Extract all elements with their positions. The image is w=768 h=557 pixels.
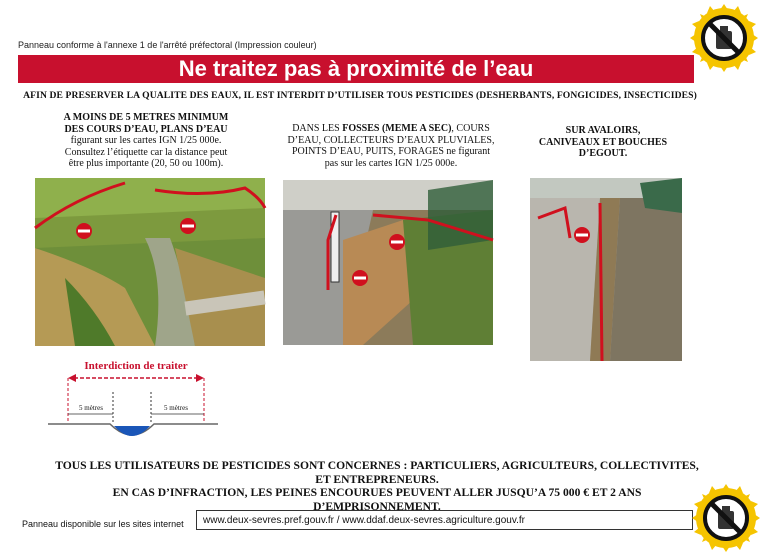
footer-line4: D’EMPRISONNEMENT.: [313, 499, 441, 513]
right-line3: D’EGOUT.: [578, 148, 628, 159]
main-title-banner: Ne traitez pas à proximité de l’eau: [18, 55, 694, 83]
middle-line1-plain: DANS LES: [292, 123, 343, 134]
middle-line3: POINTS D’EAU, PUITS, FORAGES ne figurant: [291, 146, 491, 157]
right-line1: SUR AVALOIRS,: [565, 125, 641, 136]
middle-line1: [276, 123, 506, 135]
footer-line1: TOUS LES UTILISATEURS DE PESTICIDES SONT CONCERNES : PARTICULIERS, AGRICULTEURS, COLLECTIVITES,: [55, 459, 699, 472]
stream-photo: [35, 178, 265, 346]
middle-line1-end: , COURS: [451, 123, 490, 134]
no-entry-icon: [389, 234, 405, 250]
left-column-text: [30, 112, 262, 170]
conformity-note: Panneau conforme à l'annexe 1 de l'arrêté préfectoral (Impression couleur): [18, 40, 317, 50]
gutter-photo: [530, 178, 682, 361]
footer-line2: ET ENTREPRENEURS.: [315, 472, 439, 486]
footer-line3: EN CAS D’INFRACTION, LES PEINES ENCOURUES PEUVENT ALLER JUSQU’A 75 000 € ET 2 ANS: [112, 486, 642, 499]
pesticide-ban-subtitle: AFIN DE PRESERVER LA QUALITE DES EAUX, IL EST INTERDIT D’UTILISER TOUS PESTICIDES (DESHERBANTS, FONGICIDES, INSECTICIDES): [23, 90, 697, 101]
left-heading-line2: DES COURS D’EAU, PLANS D’EAU: [64, 123, 228, 135]
no-pesticide-badge-icon: [690, 4, 758, 72]
left-distance-label: 5 mètres: [79, 404, 103, 412]
right-column-text: [528, 125, 678, 160]
panneau-label: Panneau disponible sur les sites internet: [22, 519, 184, 529]
left-line4: Consultez l’étiquette car la distance peut: [64, 146, 228, 158]
no-entry-icon: [574, 227, 590, 243]
middle-line1-bold: FOSSES (MEME A SEC): [342, 123, 452, 134]
diagram-title: Interdiction de traiter: [84, 360, 188, 372]
middle-line4: pas sur les cartes IGN 1/25 000e.: [324, 157, 458, 169]
website-urls[interactable]: www.deux-sevres.pref.gouv.fr / www.ddaf.deux-sevres.agriculture.gouv.fr: [196, 510, 693, 530]
left-heading-line1: A MOINS DE 5 METRES MINIMUM: [63, 112, 229, 123]
left-line3: figurant sur les cartes IGN 1/25 000e.: [70, 135, 222, 146]
no-entry-icon: [76, 223, 92, 239]
no-pesticide-badge-bottom-icon: [692, 484, 760, 552]
no-entry-icon: [352, 270, 368, 286]
right-distance-label: 5 mètres: [164, 404, 188, 412]
middle-line2: D’EAU, COLLECTEURS D’EAUX PLUVIALES,: [287, 134, 495, 146]
left-line5: être plus importante (20, 50 ou 100m).: [68, 158, 224, 169]
ditch-photo: [283, 180, 493, 345]
right-line2: CANIVEAUX ET BOUCHES: [538, 136, 668, 148]
middle-column-text: [276, 123, 506, 169]
footer-warning: [18, 459, 736, 513]
no-entry-icon: [180, 218, 196, 234]
